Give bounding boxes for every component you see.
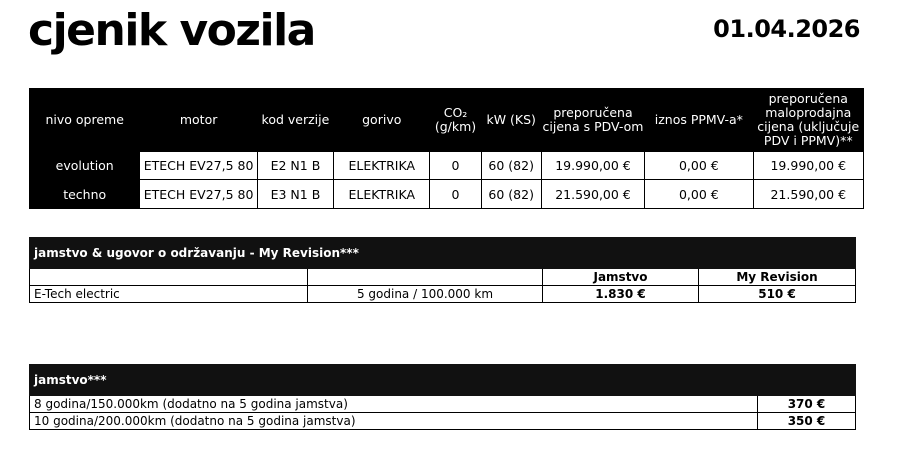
retail-cell: 21.590,00 €: [753, 180, 863, 209]
price-vat-cell: 21.590,00 €: [541, 180, 644, 209]
col-header-price-vat: preporučena cijena s PDV-om: [541, 89, 644, 152]
page-title: cjenik vozila: [28, 5, 315, 56]
section-header-row: [30, 365, 856, 396]
col-header-retail: preporučena maloprodajna cijena (uključuje PDV i PPMV)**: [753, 89, 863, 152]
code-cell: E3 N1 B: [257, 180, 333, 209]
vehicle-price-table: [29, 88, 864, 209]
col-header-my-revision: My Revision: [699, 269, 856, 286]
column-header-row: [30, 269, 856, 286]
empty-cell: [30, 269, 308, 286]
col-header-trim: nivo opreme: [30, 89, 140, 152]
price-vat-cell: 19.990,00 €: [541, 152, 644, 180]
fuel-cell: ELEKTRIKA: [334, 152, 430, 180]
empty-cell: [308, 269, 543, 286]
co2-cell: 0: [430, 180, 481, 209]
table-row: [30, 413, 856, 430]
table-row: [30, 396, 856, 413]
col-header-co2: CO₂ (g/km): [430, 89, 481, 152]
table-row: [30, 286, 856, 303]
col-header-ppmv: iznos PPMV-a*: [645, 89, 753, 152]
motor-cell: ETECH EV27,5 80: [140, 180, 257, 209]
warranty-price-cell: 350 €: [758, 413, 856, 430]
ppmv-cell: 0,00 €: [645, 152, 753, 180]
section-header-row: [30, 238, 856, 269]
trim-cell: techno: [30, 180, 140, 209]
trim-cell: evolution: [30, 152, 140, 180]
col-header-fuel: gorivo: [334, 89, 430, 152]
fuel-cell: ELEKTRIKA: [334, 180, 430, 209]
col-header-warranty: Jamstvo: [543, 269, 699, 286]
col-header-kw: kW (KS): [481, 89, 541, 152]
kw-cell: 60 (82): [481, 152, 541, 180]
table-row: [30, 180, 864, 209]
code-cell: E2 N1 B: [257, 152, 333, 180]
revision-price-cell: 510 €: [699, 286, 856, 303]
section-title: jamstvo & ugovor o održavanju - My Revision***: [30, 238, 856, 269]
retail-cell: 19.990,00 €: [753, 152, 863, 180]
warranty-label-cell: 8 godina/150.000km (dodatno na 5 godina jamstva): [30, 396, 758, 413]
table-header-row: [30, 89, 864, 152]
extended-warranty-table: [29, 364, 856, 430]
warranty-label-cell: 10 godina/200.000km (dodatno na 5 godina jamstva): [30, 413, 758, 430]
col-header-code: kod verzije: [257, 89, 333, 152]
warranty-price-cell: 370 €: [758, 396, 856, 413]
col-header-motor: motor: [140, 89, 257, 152]
motor-cell: ETECH EV27,5 80: [140, 152, 257, 180]
warranty-maintenance-table: [29, 237, 856, 303]
table-row: [30, 152, 864, 180]
term-cell: 5 godina / 100.000 km: [308, 286, 543, 303]
model-cell: E-Tech electric: [30, 286, 308, 303]
ppmv-cell: 0,00 €: [645, 180, 753, 209]
price-list-date: 01.04.2026: [713, 15, 860, 43]
warranty-price-cell: 1.830 €: [543, 286, 699, 303]
co2-cell: 0: [430, 152, 481, 180]
kw-cell: 60 (82): [481, 180, 541, 209]
section-title: jamstvo***: [30, 365, 856, 396]
